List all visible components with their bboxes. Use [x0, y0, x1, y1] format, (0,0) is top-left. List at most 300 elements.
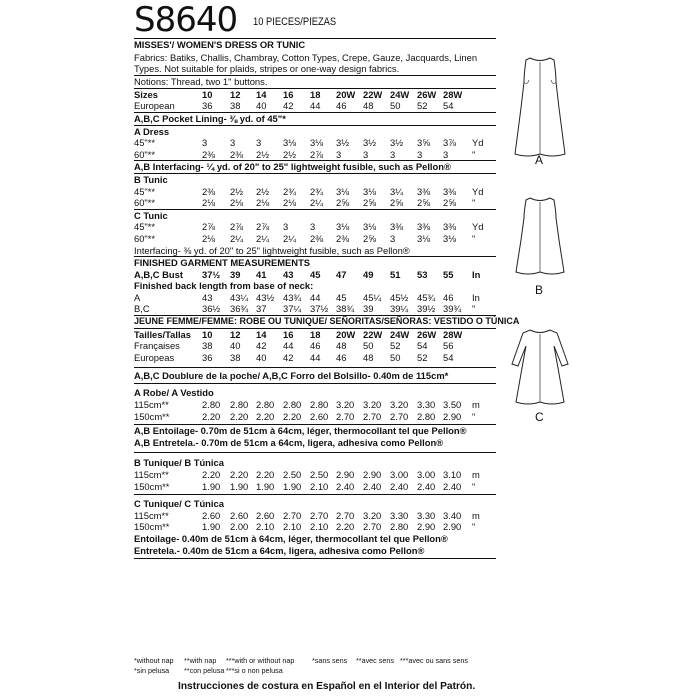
yardage-row	[134, 186, 496, 198]
yardage-cell: 3⅛	[363, 221, 377, 233]
measurement-cell: 39	[230, 268, 241, 280]
back-length-title: Finished back length from base of neck:	[134, 280, 314, 292]
footnotes	[134, 656, 496, 678]
yardage-cell: 3½	[336, 137, 350, 149]
pocket-lining: A,B,C Pocket Lining- ⅜ yd. of 45"*	[134, 112, 286, 124]
yardage-cell: 3.00	[390, 469, 409, 480]
size-cell: 18	[310, 88, 321, 100]
yardage-cell: 2⅞	[230, 221, 244, 233]
unit-cell: Yd	[472, 137, 484, 149]
yardage-row	[134, 197, 496, 209]
european-row	[134, 100, 496, 112]
yardage-cell: 2½	[256, 148, 270, 160]
unit-cell: In	[472, 291, 480, 303]
yardage-cell: 3	[283, 221, 289, 233]
yardage-cell: 3.30	[417, 399, 436, 411]
measurement-label: B,C	[134, 303, 150, 315]
size-cell: 42	[283, 351, 294, 363]
size-cell: 26W	[417, 328, 437, 340]
yardage-cell: 2⅝	[336, 197, 350, 209]
fabric-width: 60"**	[134, 232, 156, 244]
length-bc-row	[134, 303, 496, 315]
size-cell: 40	[256, 100, 267, 112]
size-cell: 12	[230, 328, 241, 340]
yardage-cell: 3	[256, 137, 262, 149]
size-cell: 54	[443, 100, 454, 112]
yardage-cell: 3⅛	[283, 137, 297, 149]
tunique-c-label: C Tunique/ C Túnica	[134, 498, 224, 510]
yardage-cell: 2.40	[443, 480, 462, 492]
yardage-cell: 2.10	[283, 521, 302, 533]
measurement-cell: 46	[443, 291, 454, 303]
yardage-cell: 2.10	[310, 521, 329, 533]
yardage-cell: 2½	[283, 148, 297, 160]
size-cell: 46	[336, 100, 347, 112]
size-cell: 50	[390, 100, 401, 112]
yardage-cell: 3⅛	[336, 221, 350, 233]
yardage-cell: 3.50	[443, 399, 462, 411]
yardage-cell: 1.90	[256, 480, 275, 492]
size-cell: 28W	[443, 328, 463, 340]
size-cell: 46	[336, 351, 347, 363]
size-cell: 56	[443, 340, 454, 352]
size-cell: 54	[417, 340, 428, 352]
yardage-cell: 2.70	[390, 410, 409, 422]
size-cell: 48	[363, 351, 374, 363]
yardage-cell: 2.40	[390, 480, 409, 492]
fabric-width: 150cm**	[134, 521, 170, 533]
size-cell: 22W	[363, 328, 383, 340]
unit-cell: "	[472, 232, 476, 244]
yardage-cell: 3	[363, 148, 369, 160]
tunic-b-back-icon	[512, 196, 568, 280]
yardage-cell: 3	[390, 148, 396, 160]
yardage-cell: 2¼	[256, 232, 270, 244]
yardage-cell: 2.70	[363, 521, 382, 533]
yardage-cell: 2⅛	[202, 197, 216, 209]
yardage-cell: 3⅛	[417, 232, 431, 244]
yardage-cell: 3⅜	[390, 221, 404, 233]
yardage-cell: 2½	[256, 185, 270, 197]
sizes-row	[134, 89, 496, 101]
yardage-cell: 2.80	[310, 399, 329, 411]
yardage-cell: 2⅝	[363, 232, 377, 244]
notions-text: Notions: Thread, two 1" buttons.	[134, 76, 268, 88]
yardage-cell: 2.20	[336, 521, 355, 533]
yardage-cell: 3⅜	[417, 221, 431, 233]
yardage-row	[134, 137, 496, 149]
yardage-cell: 2.20	[202, 469, 221, 480]
size-cell: 36	[202, 100, 213, 112]
yardage-cell: 2.70	[310, 509, 329, 521]
yardage-cell: 3⅛	[443, 232, 457, 244]
yardage-cell: 1.90	[230, 480, 249, 492]
yardage-cell: 3½	[363, 137, 377, 149]
yardage-cell: 3.40	[443, 509, 462, 521]
measurement-cell: 55	[443, 268, 454, 280]
unit-cell: m	[472, 399, 480, 411]
yardage-cell: 2.80	[417, 410, 436, 422]
size-cell: 28W	[443, 88, 463, 100]
footnote-with-or-without: ***with or without nap	[226, 656, 295, 665]
ab-interfacing	[134, 161, 496, 173]
size-cell: 22W	[363, 88, 383, 100]
unit-cell: Yd	[472, 221, 484, 233]
measurement-cell: 37½	[310, 303, 329, 315]
yardage-cell: 2.60	[202, 509, 221, 521]
view-c-label: C	[535, 410, 544, 424]
yardage-cell: 2.20	[283, 410, 302, 422]
unit-cell: "	[472, 480, 476, 492]
yardage-cell: 2.90	[336, 469, 355, 480]
yardage-cell: 2⅜	[336, 232, 350, 244]
b-tunic-label: B Tunic	[134, 173, 168, 185]
yardage-cell: 2.90	[443, 410, 462, 422]
sizes-label: Sizes	[134, 88, 158, 100]
yardage-cell: 2.80	[283, 399, 302, 411]
yardage-cell: 3⅜	[417, 185, 431, 197]
measurement-cell: 45¾	[417, 291, 436, 303]
yardage-cell: 1.90	[283, 480, 302, 492]
measurement-cell: 45½	[390, 291, 409, 303]
yardage-cell: 3⅛	[310, 137, 324, 149]
yardage-row	[134, 399, 496, 411]
measurement-cell: 44	[310, 291, 321, 303]
yardage-cell: 2⅝	[417, 197, 431, 209]
pattern-number: S8640	[134, 0, 238, 40]
dress-a-back-icon	[512, 56, 568, 164]
size-cell: 16	[283, 88, 294, 100]
yardage-cell: 2⅜	[202, 185, 216, 197]
measurement-cell: 38¾	[336, 303, 355, 315]
divider	[134, 452, 496, 453]
measurement-cell: 43¼	[230, 291, 249, 303]
yardage-cell: 2⅝	[390, 197, 404, 209]
view-a-drawing	[512, 56, 568, 164]
yardage-cell: 2⅜	[202, 148, 216, 160]
fabric-width: 45"**	[134, 137, 156, 149]
yardage-cell: 2.80	[230, 399, 249, 411]
yardage-cell: 2.50	[310, 469, 329, 480]
envelope-sheet	[134, 38, 520, 559]
unit-cell: m	[472, 469, 480, 480]
unit-cell: In	[472, 268, 481, 280]
fabric-width: 45"**	[134, 185, 156, 197]
size-cell: 26W	[417, 88, 437, 100]
pattern-title: MISSES'/ WOMEN'S DRESS OR TUNIC	[134, 39, 306, 50]
size-cell: 44	[283, 340, 294, 352]
size-cell: 20W	[336, 88, 356, 100]
size-cell: 20W	[336, 328, 356, 340]
yardage-cell: 2.80	[256, 399, 275, 411]
yardage-cell: 3	[336, 148, 342, 160]
measurement-cell: 37	[256, 303, 267, 315]
measurement-cell: 43½	[256, 291, 275, 303]
measurement-cell: 39¾	[443, 303, 462, 315]
european-label: European	[134, 100, 175, 112]
a-dress-label: A Dress	[134, 125, 170, 137]
unit-cell: "	[472, 410, 476, 422]
yardage-cell: 3	[417, 148, 423, 160]
yardage-cell: 3.20	[363, 509, 382, 521]
unit-cell: "	[472, 197, 476, 209]
yardage-cell: 2.20	[256, 469, 275, 480]
size-cell: 48	[336, 340, 347, 352]
measurement-cell: 43	[202, 291, 213, 303]
yardage-cell: 3.30	[417, 509, 436, 521]
yardage-cell: 3.10	[443, 469, 462, 480]
fabric-width: 45"**	[134, 221, 156, 233]
yardage-cell: 2.60	[230, 509, 249, 521]
interfacing: Interfacing- ⅜ yd. of 20" to 25" lightweight fusible, such as Pellon®	[134, 244, 410, 256]
fabrics-text: Fabrics: Batiks, Challis, Chambray, Cotton Types, Crepe, Gauze, Jacquards, Linen Types. Not suitable for plaids, stripes or one-way design fabrics.	[134, 51, 478, 74]
entoilage-ab: A,B Entoilage- 0.70m de 51cm à 64cm, léger, thermocollant tel que Pellon®	[134, 425, 467, 437]
yardage-row	[134, 521, 496, 533]
yardage-cell: 2.40	[363, 480, 382, 492]
fabric-width: 150cm**	[134, 410, 170, 422]
yardage-cell: 3.20	[336, 399, 355, 411]
view-b-label: B	[535, 283, 544, 297]
yardage-cell: 2⅝	[363, 197, 377, 209]
size-cell: 44	[310, 351, 321, 363]
fabric-width: 150cm**	[134, 480, 170, 492]
yardage-cell: 3⅝	[417, 137, 431, 149]
yardage-row	[134, 510, 496, 522]
size-cell: 42	[283, 100, 294, 112]
view-c-drawing	[502, 328, 578, 408]
pieces-count: 10 PIECES/PIEZAS	[253, 16, 337, 28]
view-b-drawing	[512, 196, 568, 280]
yardage-cell: 2¼	[230, 232, 244, 244]
size-cell: 42	[256, 340, 267, 352]
yardage-cell: 1.90	[202, 521, 221, 533]
measurement-cell: 53	[417, 268, 428, 280]
yardage-cell: 2.80	[202, 399, 221, 411]
yardage-cell: 2⅝	[443, 197, 457, 209]
c-tunic-label: C Tunic	[134, 209, 168, 221]
yardage-cell: 2.20	[256, 410, 275, 422]
yardage-cell: 2.40	[336, 480, 355, 492]
size-cell: 10	[202, 328, 213, 340]
unit-cell: m	[472, 509, 480, 521]
robe-a-label: A Robe/ A Vestido	[134, 387, 214, 399]
measurement-cell: 51	[390, 268, 401, 280]
footnote-si-o-no: ***si o non pelusa	[226, 666, 283, 675]
yardage-cell: 2.00	[230, 521, 249, 533]
size-cell: 24W	[390, 88, 410, 100]
measurement-cell: 43¾	[283, 291, 302, 303]
yardage-cell: 3	[390, 232, 396, 244]
footnote-avec-sens: **avec sens	[356, 656, 394, 665]
size-cell: 52	[417, 351, 428, 363]
size-cell: 46	[310, 340, 321, 352]
fabric-width: 60"**	[134, 197, 156, 209]
instructions-note: Instrucciones de costura en Español en el Interior del Patrón.	[178, 681, 476, 692]
yardage-cell: 2.50	[283, 469, 302, 480]
yardage-cell: 3⅛	[363, 185, 377, 197]
view-a-label: A	[535, 153, 544, 167]
french-spanish-title: JEUNE FEMME/FEMME: ROBE OU TUNIQUE/ SEÑORITAS/SEÑORAS: VESTIDO O TÚNICA	[134, 316, 520, 327]
footnote-avec-ou-sans: ***avec ou sans sens	[400, 656, 468, 665]
yardage-row	[134, 411, 496, 423]
yardage-row	[134, 233, 496, 245]
divider	[134, 558, 496, 559]
yardage-cell: 3.30	[390, 509, 409, 521]
yardage-cell: 2.70	[336, 509, 355, 521]
size-cell: 18	[310, 328, 321, 340]
ab-interfacing-text: A,B Interfacing- ¼ yd. of 20" to 25" lightweight fusible, such as Pellon®	[134, 161, 451, 173]
measurement-cell: 43	[283, 268, 294, 280]
unit-cell: "	[472, 521, 476, 533]
footnote-sans-sens: *sans sens	[312, 656, 348, 665]
size-cell: 40	[256, 351, 267, 363]
measurement-cell: 45	[336, 291, 347, 303]
yardage-cell: 2.60	[256, 509, 275, 521]
yardage-cell: 3	[202, 137, 208, 149]
size-cell: 38	[230, 100, 241, 112]
measurement-cell: 41	[256, 268, 267, 280]
yardage-cell: 3⅜	[443, 221, 457, 233]
size-cell: 24W	[390, 328, 410, 340]
measurement-cell: 39½	[417, 303, 436, 315]
measurement-cell: 36¾	[230, 303, 249, 315]
yardage-cell: 2¼	[310, 197, 324, 209]
yardage-cell: 2⅛	[283, 197, 297, 209]
yardage-cell: 2½	[230, 185, 244, 197]
footnote-sin-pelusa: *sin pelusa	[134, 666, 170, 675]
yardage-cell: 2.20	[202, 410, 221, 422]
measurement-cell: 39¼	[390, 303, 409, 315]
yardage-cell: 2¾	[283, 185, 297, 197]
yardage-row	[134, 481, 496, 493]
measurement-cell: 39	[363, 303, 374, 315]
yardage-cell: 3¼	[390, 185, 404, 197]
footnote-con-pelusa: **con pelusa	[184, 666, 225, 675]
measurement-cell: 45	[310, 268, 321, 280]
yardage-cell: 2.70	[336, 410, 355, 422]
doublure: A,B,C Doublure de la poche/ A,B,C Forro del Bolsillo- 0.40m de 115cm*	[134, 370, 449, 382]
yardage-cell: 3⅞	[443, 137, 457, 149]
yardage-cell: 2.80	[390, 521, 409, 533]
size-cell: 36	[202, 351, 213, 363]
yardage-cell: 2.20	[230, 410, 249, 422]
size-cell: 48	[363, 100, 374, 112]
size-cell: 38	[202, 340, 213, 352]
yardage-cell: 2.60	[310, 410, 329, 422]
yardage-cell: 2⅛	[202, 232, 216, 244]
measurement-label: A	[134, 291, 141, 303]
francaises-row	[134, 340, 496, 352]
size-cell: 14	[256, 328, 267, 340]
measurement-cell: 37½	[202, 268, 221, 280]
yardage-cell: 2.90	[417, 521, 436, 533]
size-cell: 50	[363, 340, 374, 352]
size-cell: 40	[230, 340, 241, 352]
yardage-cell: 2⅜	[230, 148, 244, 160]
yardage-cell: 2⅞	[310, 148, 324, 160]
yardage-cell: 2.10	[310, 480, 329, 492]
footnote-without-nap: *without nap	[134, 656, 174, 665]
francaises-label: Françaises	[134, 340, 180, 352]
finished-title: FINISHED GARMENT MEASUREMENTS	[134, 257, 311, 269]
tailles-row	[134, 329, 496, 341]
size-cell: 52	[390, 340, 401, 352]
yardage-row	[134, 469, 496, 481]
europeas-label: Europeas	[134, 351, 175, 363]
yardage-cell: 3.20	[363, 399, 382, 411]
yardage-cell: 3	[230, 137, 236, 149]
yardage-cell: 2¼	[283, 232, 297, 244]
size-cell: 38	[230, 351, 241, 363]
yardage-cell: 3⅜	[443, 185, 457, 197]
measurement-cell: 47	[336, 268, 347, 280]
fabric-width: 60"**	[134, 148, 156, 160]
unit-cell: "	[472, 148, 476, 160]
yardage-cell: 2¾	[310, 185, 324, 197]
size-cell: 44	[310, 100, 321, 112]
unit-cell: Yd	[472, 185, 484, 197]
measurement-cell: 45¼	[363, 291, 382, 303]
entoilage: Entoilage- 0.40m de 51cm à 64cm, léger, thermocollant tel que Pellon®	[134, 532, 448, 544]
tunic-c-back-icon	[502, 328, 578, 408]
size-cell: 52	[417, 100, 428, 112]
footnote-with-nap: **with nap	[184, 656, 217, 665]
yardage-cell: 2.40	[417, 480, 436, 492]
yardage-cell: 2⅜	[310, 232, 324, 244]
yardage-cell: 2⅞	[256, 221, 270, 233]
entretela: Entretela.- 0.40m de 51cm a 64cm, ligera, adhesiva como Pellon®	[134, 544, 425, 556]
size-cell: 12	[230, 88, 241, 100]
yardage-cell: 3½	[390, 137, 404, 149]
yardage-cell: 3.00	[417, 469, 436, 480]
yardage-cell: 2.70	[363, 410, 382, 422]
fabric-width: 115cm**	[134, 399, 169, 411]
unit-cell: "	[472, 303, 476, 315]
measurement-cell: 37¼	[283, 303, 302, 315]
size-cell: 50	[390, 351, 401, 363]
fabric-width: 115cm**	[134, 509, 169, 521]
divider	[134, 494, 496, 495]
yardage-cell: 2⅛	[256, 197, 270, 209]
yardage-row	[134, 221, 496, 233]
size-cell: 14	[256, 88, 267, 100]
yardage-cell: 3	[310, 221, 316, 233]
fabric-width: 115cm**	[134, 469, 169, 480]
measurement-cell: 36½	[202, 303, 221, 315]
yardage-cell: 2.10	[256, 521, 275, 533]
bust-row	[134, 269, 496, 281]
yardage-cell: 2⅞	[202, 221, 216, 233]
measurement-label: A,B,C Bust	[134, 268, 183, 280]
yardage-row	[134, 149, 496, 161]
measurement-cell: 49	[363, 268, 374, 280]
entretela-ab: A,B Entretela.- 0.70m de 51cm a 64cm, ligera, adhesiva como Pellon®	[134, 436, 444, 448]
yardage-cell: 2.20	[230, 469, 249, 480]
europeas-row	[134, 352, 496, 364]
yardage-cell: 2.90	[443, 521, 462, 533]
yardage-cell: 3.20	[390, 399, 409, 411]
tunique-b-label: B Tunique/ B Túnica	[134, 457, 224, 469]
size-cell: 16	[283, 328, 294, 340]
yardage-cell: 3	[443, 148, 449, 160]
yardage-cell: 2⅛	[230, 197, 244, 209]
yardage-cell: 2.70	[283, 509, 302, 521]
size-cell: 54	[443, 351, 454, 363]
yardage-cell: 3⅛	[336, 185, 350, 197]
yardage-cell: 1.90	[202, 480, 221, 492]
size-cell: 10	[202, 88, 213, 100]
yardage-cell: 2.90	[363, 469, 382, 480]
